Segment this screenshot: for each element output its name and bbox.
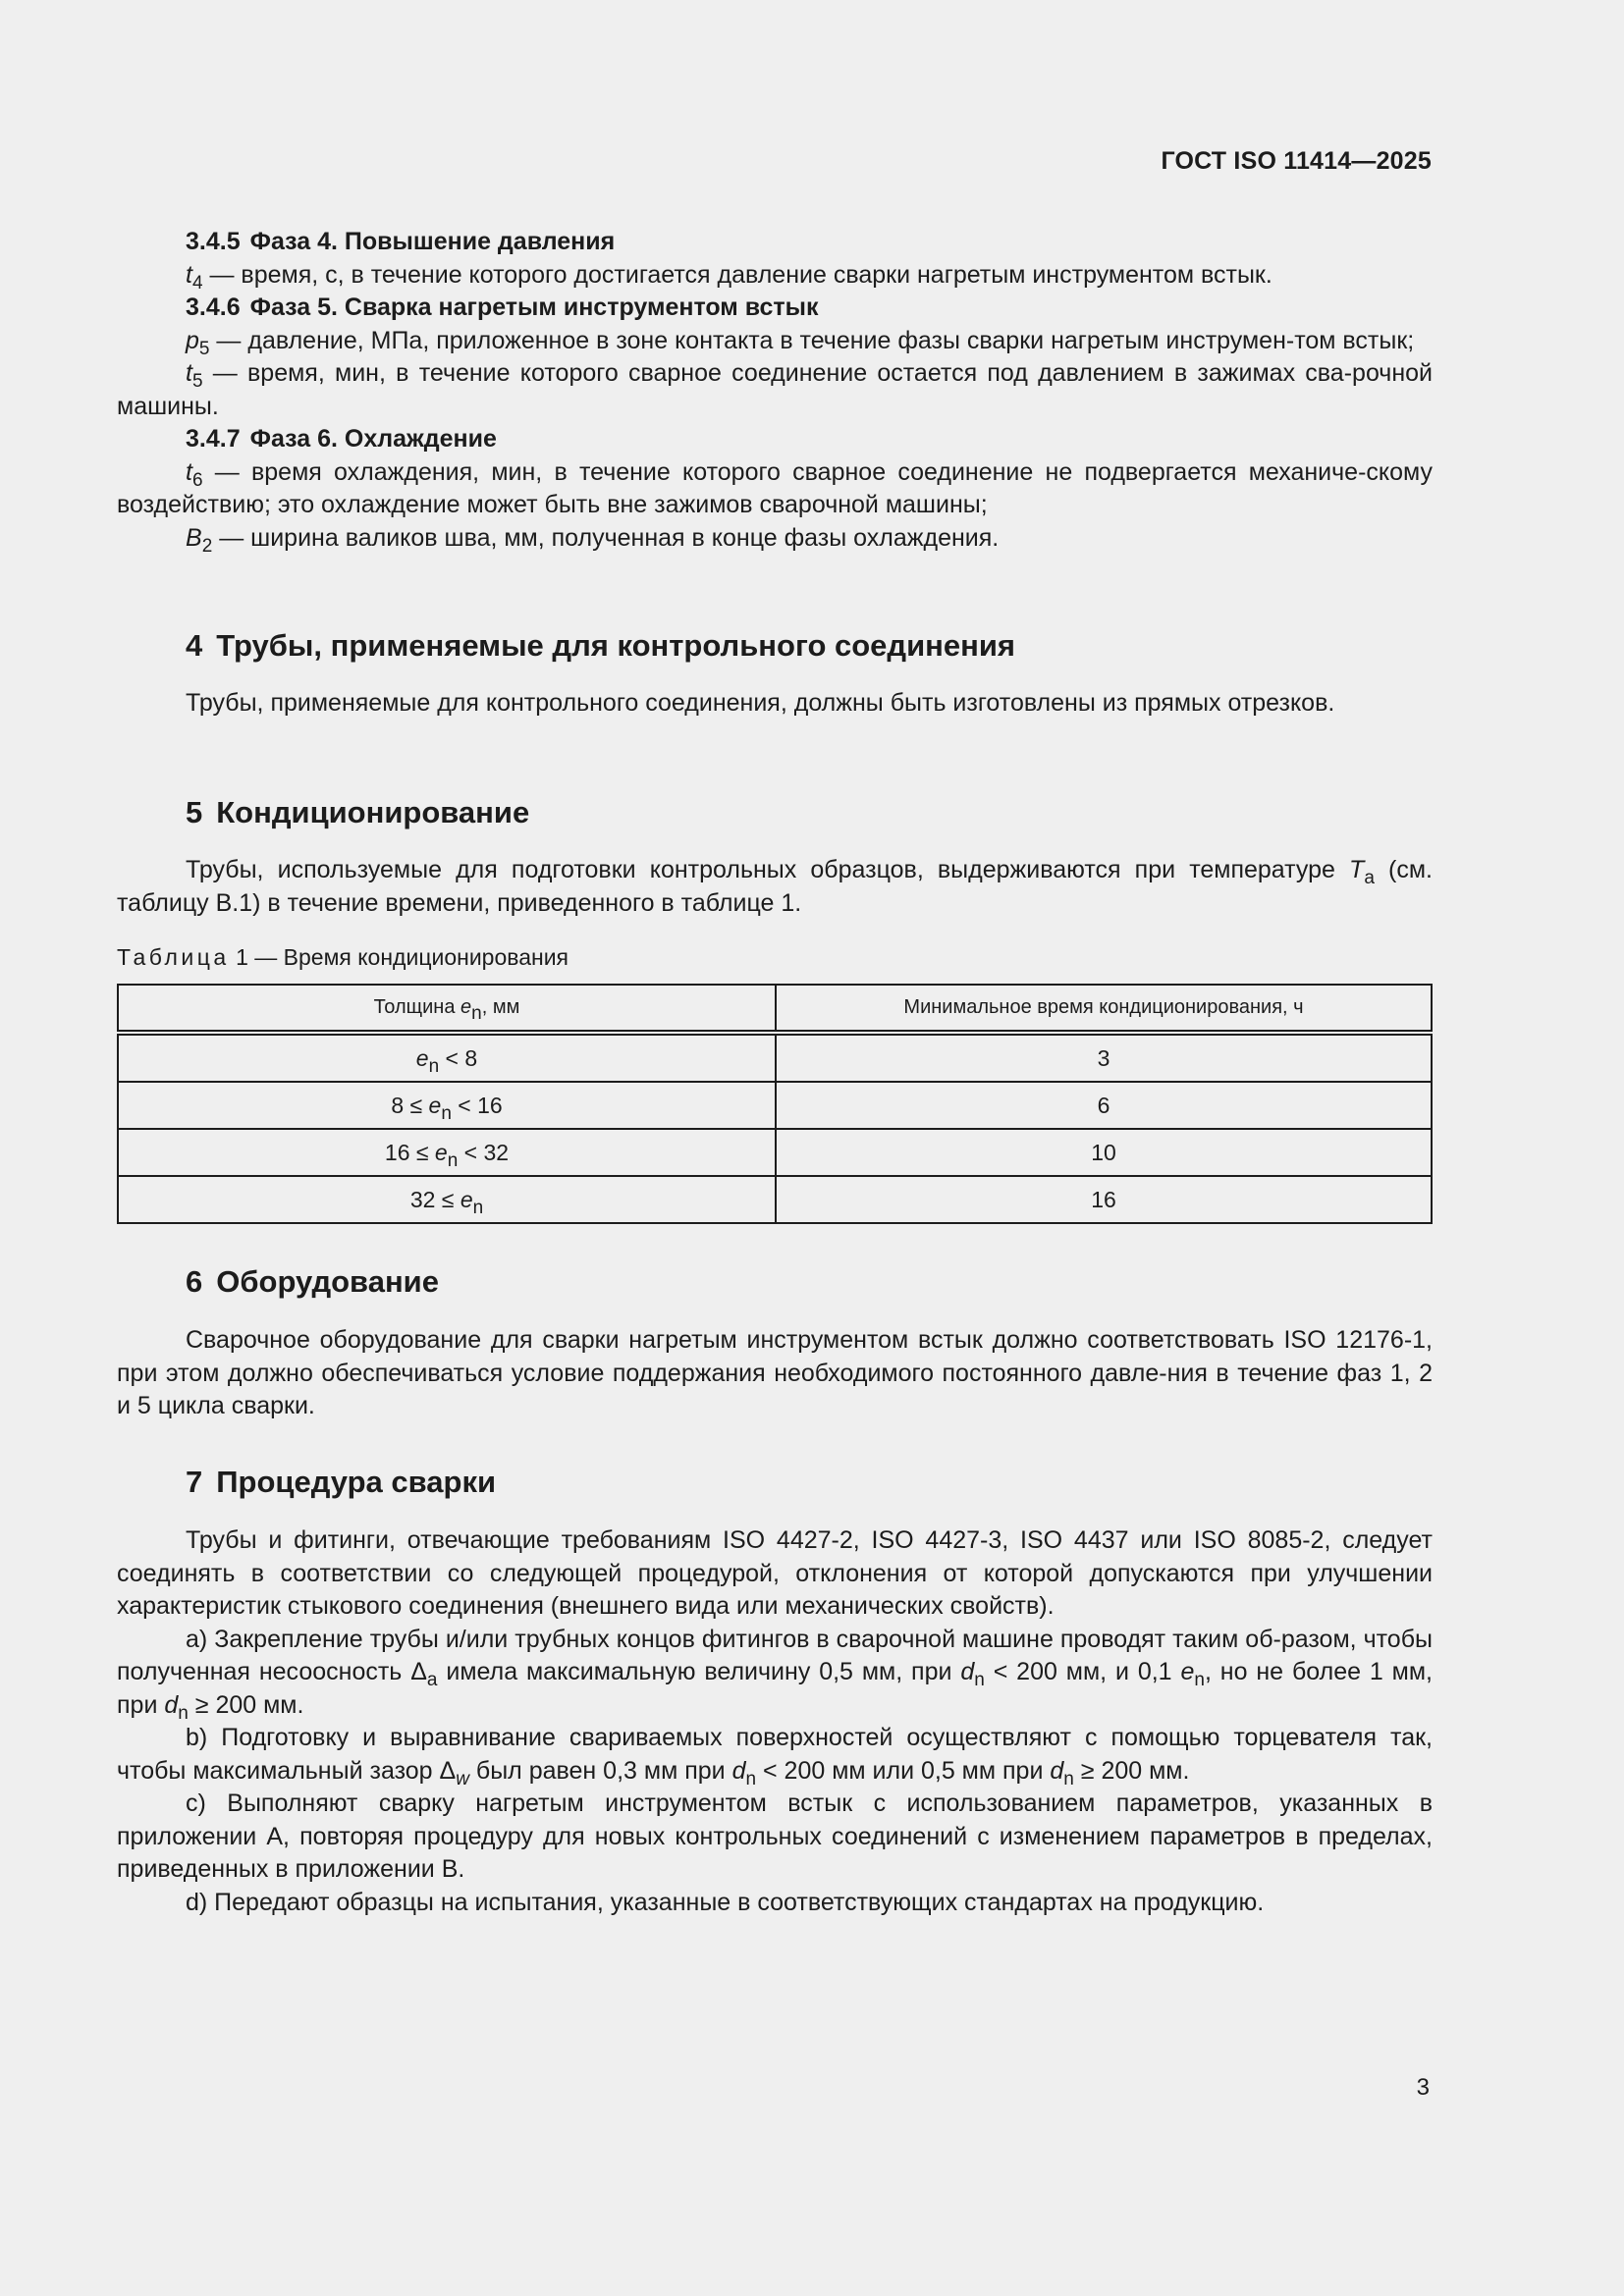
paragraph-text: — давление, МПа, приложенное в зоне контакта в течение фазы сварки нагретым инструмен-том встык; xyxy=(209,326,1415,354)
subsection-number: 3.4.7 xyxy=(186,425,241,453)
cell-text: < 32 xyxy=(458,1139,510,1165)
section-7-body xyxy=(117,1524,1433,1919)
subscript: 5 xyxy=(191,371,203,392)
section-title: Кондиционирование xyxy=(216,795,530,829)
list-item-d: d) Передают образцы на испытания, указанные в соответствующих стандартах на продукцию. xyxy=(186,1888,1265,1916)
subsection-heading xyxy=(117,292,1433,325)
cell-text: < 8 xyxy=(439,1044,478,1071)
cell-text: 32 ≤ xyxy=(409,1186,460,1212)
paragraph-text: — время, с, в течение которого достигается давление сварки нагретым инструментом встык. xyxy=(202,260,1272,289)
paragraph-text: — время, мин, в течение которого сварное соединение остается под давлением в зажимах сва-рочной машины. xyxy=(117,359,1433,420)
subscript: n xyxy=(472,1197,484,1218)
table-header-cell xyxy=(118,985,776,1033)
item-text: ≥ 200 мм. xyxy=(1073,1756,1190,1785)
subsection-title: Фаза 6. Охлаждение xyxy=(249,425,497,453)
list-item-b xyxy=(117,1722,1433,1788)
subscript: a xyxy=(1364,868,1375,888)
subscript: a xyxy=(426,1670,438,1690)
table-cell: 6 xyxy=(776,1082,1432,1129)
document-header: ГОСТ ISO 11414—2025 xyxy=(1161,147,1432,175)
subsection-title: Фаза 5. Сварка нагретым инструментом встык xyxy=(249,294,819,321)
table-row xyxy=(118,1129,1432,1176)
table-cell xyxy=(118,1033,776,1082)
item-text: < 200 мм или 0,5 мм при xyxy=(756,1756,1051,1785)
item-text: был равен 0,3 мм при xyxy=(468,1756,732,1785)
symbol: e xyxy=(1180,1658,1195,1685)
section-title: Трубы, применяемые для контрольного соединения xyxy=(216,628,1015,663)
subscript: 5 xyxy=(198,338,210,359)
section-number: 5 xyxy=(186,795,203,829)
paragraph-text: — ширина валиков шва, мм, полученная в конце фазы охлаждения. xyxy=(212,523,1000,552)
symbol: t xyxy=(186,359,192,387)
section-title: Оборудование xyxy=(216,1264,439,1299)
symbol: t xyxy=(186,457,192,486)
subsection-number: 3.4.5 xyxy=(186,228,241,255)
subscript: n xyxy=(428,1055,440,1077)
symbol: d xyxy=(1050,1756,1064,1785)
cell-text: 8 ≤ xyxy=(391,1092,429,1118)
paragraph xyxy=(117,357,1433,423)
item-text: имела максимальную величину 0,5 мм, при xyxy=(437,1658,961,1685)
symbol: t xyxy=(186,260,192,289)
subscript: n xyxy=(178,1702,189,1724)
list-item-c: c) Выполняют сварку нагретым инструментом встык с использованием параметров, указанных в приложении А, повторяя процедуру для новых контрольных соединений с изменением параметров в пределах, приведенных в приложении В. xyxy=(117,1789,1433,1883)
section-heading-4 xyxy=(117,626,1015,666)
table-cell: 3 xyxy=(776,1033,1432,1082)
table-cell xyxy=(118,1082,776,1129)
section-number: 7 xyxy=(186,1465,203,1499)
table-row xyxy=(118,1033,1432,1082)
section-number: 4 xyxy=(186,628,203,663)
item-text: , но не более 1 мм, при xyxy=(117,1658,1434,1719)
paragraph-text: (см. таблицу В.1) в течение времени, приведенного в таблице 1. xyxy=(117,856,1433,917)
paragraph: Трубы, применяемые для контрольного соединения, должны быть изготовлены из прямых отрезков. xyxy=(186,689,1335,717)
cell-text: < 16 xyxy=(451,1092,503,1118)
section-title: Процедура сварки xyxy=(216,1465,497,1499)
subscript: n xyxy=(1063,1768,1074,1789)
table-cell: 16 xyxy=(776,1176,1432,1223)
page-number: 3 xyxy=(1416,2074,1430,2101)
table-label: Таблица xyxy=(117,944,230,970)
paragraph-text: — время охлаждения, мин, в течение которого сварное соединение не подвергается механиче-скому воздействию; это охлаждение может быть вне зажимов сварочной машины; xyxy=(117,457,1433,518)
subscript: n xyxy=(745,1768,757,1789)
cell-text: , мм xyxy=(481,996,520,1018)
paragraph-text: Трубы, используемые для подготовки контрольных образцов, выдерживаются при температуре xyxy=(186,856,1350,883)
paragraph xyxy=(117,325,1433,358)
item-text: < 200 мм, и 0,1 xyxy=(984,1658,1181,1685)
paragraph xyxy=(117,522,1433,556)
subsection-title: Фаза 4. Повышение давления xyxy=(249,228,616,255)
section-heading-6 xyxy=(117,1262,439,1302)
subsection-heading xyxy=(117,423,1433,456)
symbol: Δ xyxy=(439,1756,457,1785)
table-cell xyxy=(118,1176,776,1223)
subscript: n xyxy=(447,1149,459,1171)
subscript: n xyxy=(1194,1670,1205,1690)
cell-text: 16 ≤ xyxy=(384,1139,435,1165)
table-header-row xyxy=(118,985,1432,1033)
table-caption-text: 1 — Время кондиционирования xyxy=(229,944,569,970)
symbol: e xyxy=(460,1186,473,1212)
table-caption xyxy=(117,942,568,972)
subscript: n xyxy=(974,1670,985,1690)
table-header-cell: Минимальное время кондиционирования, ч xyxy=(776,985,1432,1033)
item-text: b) Подготовку и выравнивание свариваемых поверхностей осуществляют с помощью торцевателя так, чтобы максимальный зазор xyxy=(117,1724,1433,1785)
subsection-number: 3.4.6 xyxy=(186,294,241,321)
section-heading-7 xyxy=(117,1463,496,1502)
subsection-heading xyxy=(117,226,1433,259)
table-row xyxy=(118,1176,1432,1223)
subscript: w xyxy=(456,1768,469,1789)
subscript: n xyxy=(441,1102,452,1124)
paragraph: Сварочное оборудование для сварки нагретым инструментом встык должно соответствовать ISO 12176-1, при этом должно обеспечиваться условие поддержания необходимого постоянного давле-ния в течение фаз 1, 2 и 5 цикла сварки. xyxy=(117,1326,1433,1419)
symbol: e xyxy=(434,1139,448,1165)
symbol: e xyxy=(460,996,472,1018)
subscript: 4 xyxy=(191,272,203,294)
table-cell xyxy=(118,1129,776,1176)
item-text: ≥ 200 мм. xyxy=(188,1690,304,1719)
table-cell: 10 xyxy=(776,1129,1432,1176)
subscript: n xyxy=(471,1003,482,1024)
symbol: e xyxy=(428,1092,442,1118)
section-3-4-5 xyxy=(117,226,1433,555)
paragraph xyxy=(117,854,1433,920)
paragraph xyxy=(117,456,1433,522)
section-heading-5 xyxy=(117,793,529,832)
paragraph: Трубы и фитинги, отвечающие требованиям ISO 4427-2, ISO 4427-3, ISO 4437 или ISO 8085-2, следует соединять в соответствии со следующей процедурой, отклонения от которой допускаются при улучшении характеристик стыкового соединения (внешнего вида или механических свойств). xyxy=(117,1526,1433,1620)
symbol: B xyxy=(186,523,202,552)
list-item-a xyxy=(117,1624,1433,1723)
symbol: d xyxy=(960,1658,975,1685)
symbol: d xyxy=(164,1690,179,1719)
symbol: Δ xyxy=(410,1658,427,1685)
item-text: a) Закрепление трубы и/или трубных концов фитингов в сварочной машине проводят таким об-разом, чтобы полученная несоосность xyxy=(117,1625,1433,1685)
symbol: T xyxy=(1349,856,1365,883)
table-row xyxy=(118,1082,1432,1129)
subscript: 6 xyxy=(191,469,203,491)
cell-text: Толщина xyxy=(373,996,461,1018)
section-number: 6 xyxy=(186,1264,203,1299)
subscript: 2 xyxy=(201,535,213,557)
paragraph xyxy=(117,259,1433,293)
symbol: d xyxy=(731,1756,746,1785)
conditioning-table xyxy=(117,984,1433,1224)
symbol: p xyxy=(186,326,199,354)
symbol: e xyxy=(415,1044,429,1071)
